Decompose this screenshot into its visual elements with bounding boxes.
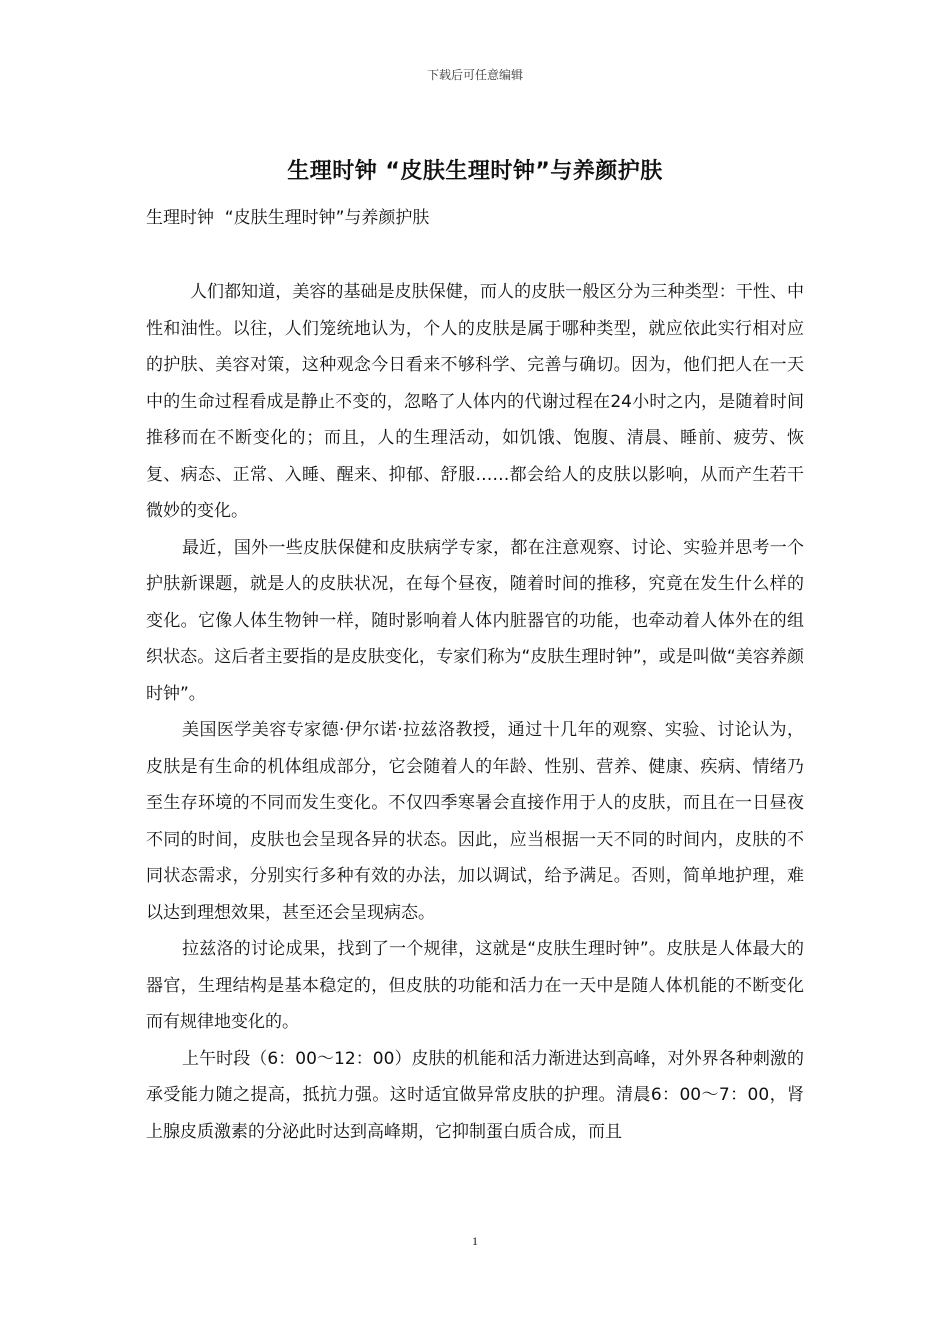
paragraph: 上午时段（6：00～12：00）皮肤的机能和活力渐进达到高峰，对外界各种刺激的承受能力随之提高，抵抗力强。这时适宜做异常皮肤的护理。清晨6：00～7：00，肾上腺皮质激素的分泌此时达到高峰期，它抑制蛋白质合成，而且: [146, 1048, 804, 1142]
paragraph: 拉兹洛的讨论成果，找到了一个规律，这就是“皮肤生理时钟”。皮肤是人体最大的器官，生理结构是基本稳定的，但皮肤的功能和活力在一天中是随人体机能的不断变化而有规律地变化的。: [146, 939, 804, 1032]
page-header-note: 下载后可任意编辑: [426, 68, 523, 82]
paragraph: 最近，国外一些皮肤保健和皮肤病学专家，都在注意观察、讨论、实验并思考一个护肤新课题，就是人的皮肤状况，在每个昼夜，随着时间的推移，究竟在发生什么样的变化。它像人体生物钟一样，随时影响着人体内脏器官的功能，也牵动着人体外在的组织状态。这后者主要指的是皮肤变化，专家们称为“皮肤生理时钟”，或是叫做“美容养颜时钟”。: [146, 537, 804, 704]
page-number: 1: [472, 1234, 478, 1248]
document-title: 生理时钟 “皮肤生理时钟”与养颜护肤: [287, 159, 663, 184]
paragraph: 美国医学美容专家德·伊尔诺·拉兹洛教授，通过十几年的观察、实验、讨论认为，皮肤是有生命的机体组成部分，它会随着人的年龄、性别、营养、健康、疾病、情绪乃至生存环境的不同而发生变化。不仅四季寒暑会直接作用于人的皮肤，而且在一日昼夜不同的时间，皮肤也会呈现各异的状态。因此，应当根据一天不同的时间内，皮肤的不同状态需求，分别实行多种有效的办法，加以调试，给予满足。否则，简单地护理，难以达到理想效果，甚至还会呈现病态。: [146, 720, 804, 923]
document-body: [146, 274, 804, 1150]
paragraph: 人们都知道，美容的基础是皮肤保健，而人的皮肤一般区分为三种类型：干性、中性和油性。以往，人们笼统地认为，个人的皮肤是属于哪种类型，就应依此实行相对应的护肤、美容对策，这种观念今日看来不够科学、完善与确切。因为，他们把人在一天中的生命过程看成是静止不变的，忽略了人体内的代谢过程在24小时之内，是随着时间推移而在不断变化的；而且，人的生理活动，如饥饿、饱腹、清晨、睡前、疲劳、恢复、病态、正常、入睡、醒来、抑郁、舒服……都会给人的皮肤以影响，从而产生若干微妙的变化。: [146, 282, 804, 521]
document-subtitle: 生理时钟 “皮肤生理时钟”与养颜护肤: [146, 208, 430, 228]
